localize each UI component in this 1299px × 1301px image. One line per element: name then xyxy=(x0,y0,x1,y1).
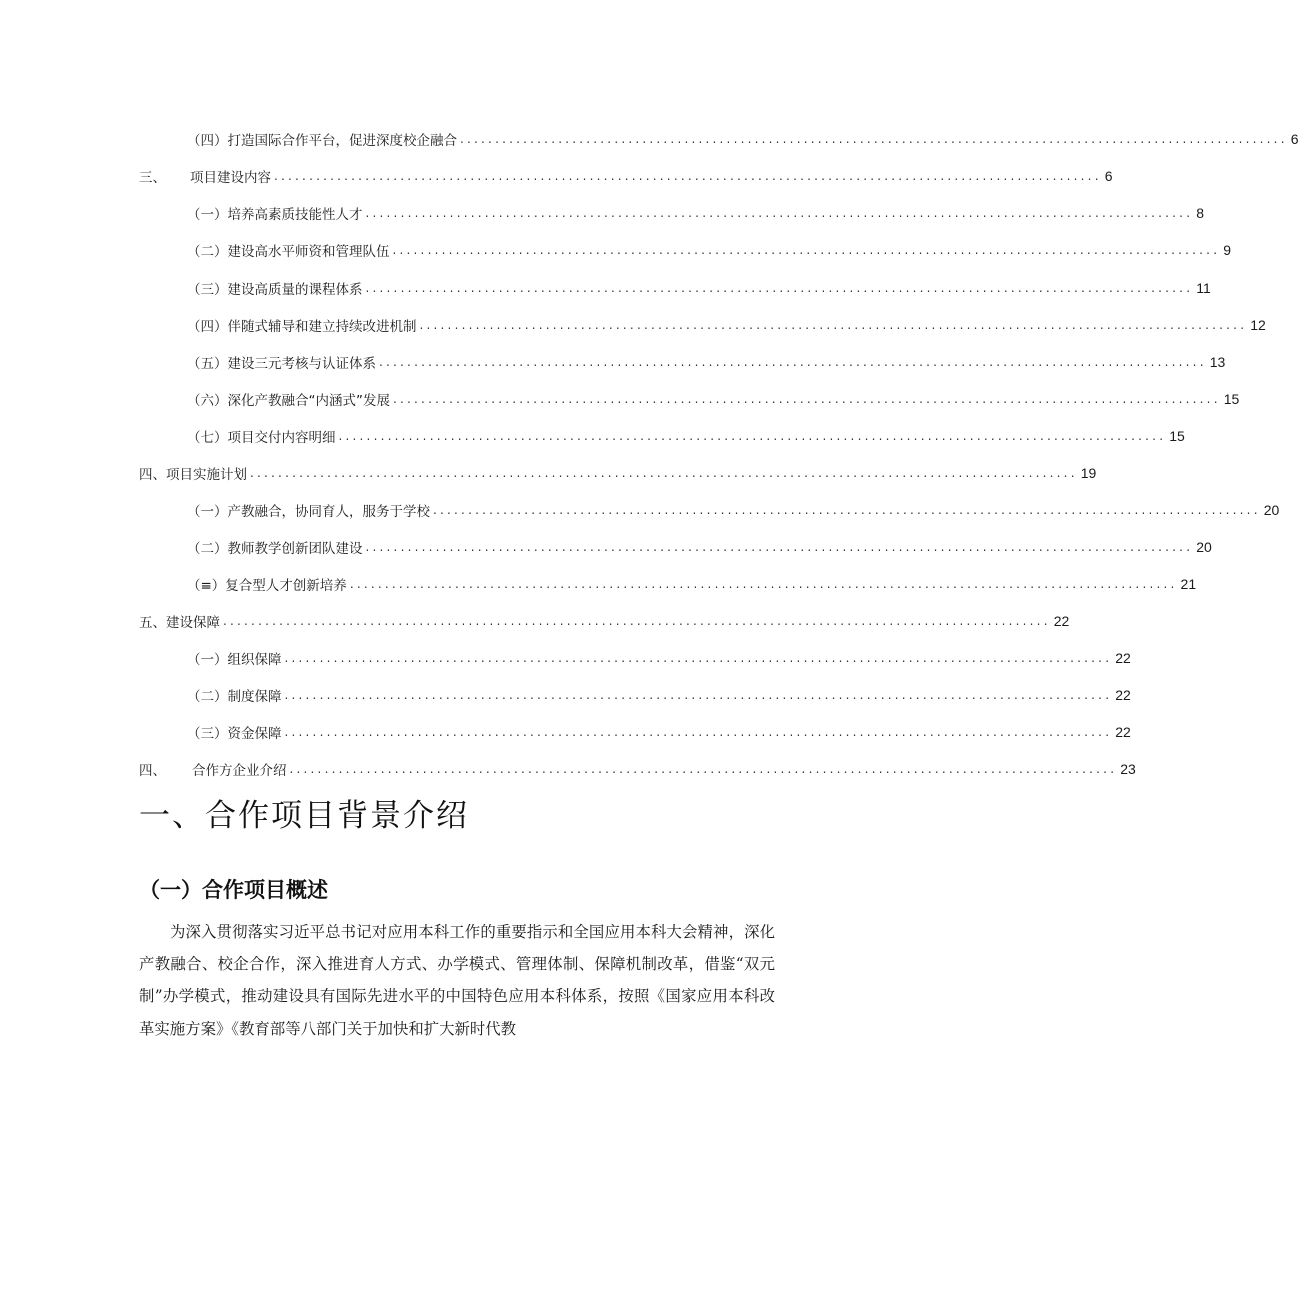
toc-leader-dots: ...................................................................................................................... xyxy=(392,243,1221,257)
toc-entry-label: （四）伴随式辅导和建立持续改进机制 xyxy=(187,319,417,335)
subsection-heading: （一）合作项目概述 xyxy=(139,878,328,902)
toc-leader-dots: ...................................................................................................................... xyxy=(223,614,1051,628)
toc-entry-label: （二）制度保障 xyxy=(187,689,282,705)
toc-entry-label: （六）深化产教融合“内涵式”发展 xyxy=(187,393,390,409)
toc-leader-dots: ...................................................................................................................... xyxy=(365,540,1194,554)
toc-entry[interactable] xyxy=(139,610,1070,632)
toc-leader-dots: ...................................................................................................................... xyxy=(284,725,1113,739)
toc-leader-dots: ...................................................................................................................... xyxy=(419,318,1248,332)
toc-leader-dots: ...................................................................................................................... xyxy=(250,466,1078,480)
toc-entry-page: 15 xyxy=(1223,391,1240,407)
toc-entry-label: （五）建设三元考核与认证体系 xyxy=(187,356,376,372)
toc-entry-page: 6 xyxy=(1104,168,1113,184)
toc-leader-dots: ...................................................................................................................... xyxy=(284,651,1113,665)
toc-entry-label: （三）建设高质量的课程体系 xyxy=(187,282,363,298)
toc-leader-dots: ...................................................................................................................... xyxy=(338,429,1167,443)
toc-entry-label: （二）建设高水平师资和管理队伍 xyxy=(187,244,390,260)
toc-leader-dots: ...................................................................................................................... xyxy=(274,169,1102,183)
toc-entry-page: 6 xyxy=(1290,131,1299,147)
toc-leader-dots: ...................................................................................................................... xyxy=(460,132,1288,146)
toc-entry-page: 15 xyxy=(1169,428,1185,444)
toc-entry[interactable] xyxy=(187,388,1240,410)
toc-entry-label: 五、建设保障 xyxy=(139,615,220,631)
toc-leader-dots: ...................................................................................................................... xyxy=(433,503,1261,517)
toc-entry-page: 21 xyxy=(1180,576,1197,592)
toc-entry[interactable] xyxy=(187,499,1280,521)
toc-entry-label: 四、项目实施计划 xyxy=(139,467,247,483)
toc-entry[interactable] xyxy=(187,314,1266,336)
toc-entry-label: （七）项目交付内容明细 xyxy=(187,430,336,446)
toc-entry[interactable] xyxy=(139,758,1136,780)
toc-entry[interactable] xyxy=(187,277,1211,299)
toc-entry-label: （一）产教融合，协同育人，服务于学校 xyxy=(187,504,430,520)
toc-entry[interactable] xyxy=(187,647,1131,669)
toc-entry[interactable] xyxy=(139,165,1113,187)
toc-entry-page: 23 xyxy=(1120,761,1136,777)
toc-entry[interactable] xyxy=(139,462,1097,484)
toc-entry[interactable] xyxy=(187,202,1205,224)
toc-entry-page: 13 xyxy=(1209,354,1226,370)
toc-leader-dots: ...................................................................................................................... xyxy=(289,762,1118,776)
toc-entry[interactable] xyxy=(187,721,1131,743)
toc-entry-label: 四、 合作方企业介绍 xyxy=(139,763,287,779)
toc-entry-page: 20 xyxy=(1263,502,1280,518)
toc-entry-page: 11 xyxy=(1196,280,1211,296)
toc-entry-label: （一）培养高素质技能性人才 xyxy=(187,207,363,223)
toc-entry[interactable] xyxy=(187,351,1226,373)
toc-entry-label: （≡）复合型人才创新培养 xyxy=(187,578,347,594)
toc-entry-page: 12 xyxy=(1250,317,1266,333)
toc-entry-page: 9 xyxy=(1223,242,1232,258)
toc-entry[interactable] xyxy=(187,573,1197,595)
toc-entry-label: （二）教师教学创新团队建设 xyxy=(187,541,363,557)
toc-entry-label: （三）资金保障 xyxy=(187,726,282,742)
toc-leader-dots: ...................................................................................................................... xyxy=(349,577,1178,591)
toc-entry[interactable] xyxy=(187,239,1232,261)
section-heading: 一、合作项目背景介绍 xyxy=(139,798,469,834)
toc-leader-dots: ...................................................................................................................... xyxy=(393,392,1221,406)
toc-entry[interactable] xyxy=(187,684,1131,706)
toc-entry[interactable] xyxy=(187,536,1212,558)
toc-leader-dots: ...................................................................................................................... xyxy=(284,688,1113,702)
body-paragraph: 为深入贯彻落实习近平总书记对应用本科工作的重要指示和全国应用本科大会精神，深化产教融合、校企合作，深入推进育人方式、办学模式、管理体制、保障机制改革，借鉴“双元制”办学模式，推动建设具有国际先进水平的中国特色应用本科体系，按照《国家应用本科改革实施方案》《教育部等八部门关于加快和扩大新时代教 xyxy=(139,923,775,1038)
toc-entry[interactable] xyxy=(187,128,1299,150)
toc-entry-page: 22 xyxy=(1115,724,1131,740)
toc-entry[interactable] xyxy=(187,425,1185,447)
toc-leader-dots: ...................................................................................................................... xyxy=(365,206,1194,220)
toc-entry-page: 22 xyxy=(1115,687,1131,703)
toc-entry-label: （一）组织保障 xyxy=(187,652,282,668)
toc-entry-page: 19 xyxy=(1080,465,1097,481)
toc-leader-dots: ...................................................................................................................... xyxy=(379,355,1207,369)
toc-entry-page: 22 xyxy=(1115,650,1131,666)
toc-entry-page: 8 xyxy=(1196,205,1205,221)
toc-entry-label: （四）打造国际合作平台，促进深度校企融合 xyxy=(187,133,457,149)
toc-entry-page: 22 xyxy=(1053,613,1070,629)
toc-leader-dots: ...................................................................................................................... xyxy=(365,281,1194,295)
toc-entry-label: 三、 项目建设内容 xyxy=(139,170,271,186)
toc-entry-page: 20 xyxy=(1196,539,1212,555)
